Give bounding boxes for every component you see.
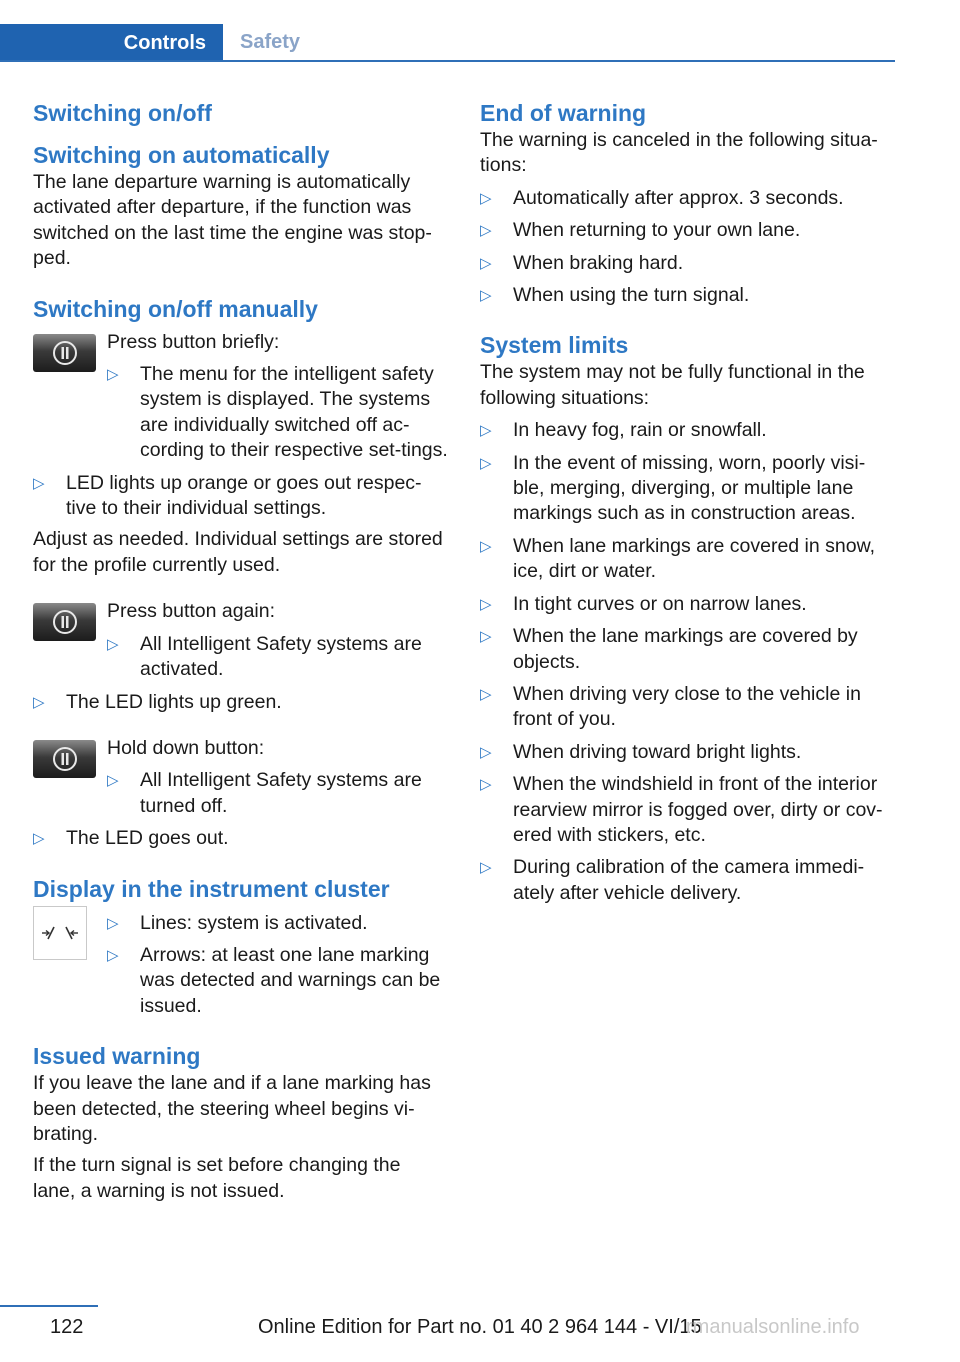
hold-down-label: Hold down button: (107, 736, 265, 759)
list-item: ▷ When returning to your own lane. (480, 219, 801, 242)
list-item: ▷ When using the turn signal. (480, 284, 750, 307)
press-briefly-label: Press button briefly: (107, 330, 280, 353)
bullet-triangle-icon: ▷ (480, 222, 492, 240)
paragraph-adjust: Adjust as needed. Individual settings are stored for the profile currently used. (33, 528, 443, 576)
bullet-triangle-icon: ▷ (33, 474, 45, 492)
bullet-triangle-icon: ▷ (107, 914, 119, 932)
list-item: ▷ When the lane markings are covered by objects. (480, 625, 858, 673)
header-rule (0, 60, 895, 62)
paragraph-issued-1: If you leave the lane and if a lane marking has been detected, the steering wheel begins vi-brating. (33, 1072, 431, 1145)
press-again-label: Press button again: (107, 600, 276, 623)
bullet-triangle-icon: ▷ (480, 595, 492, 613)
bullet-triangle-icon: ▷ (480, 189, 492, 207)
bullet-triangle-icon: ▷ (107, 366, 119, 384)
press-briefly-block (33, 330, 448, 464)
right-column (480, 98, 895, 906)
press-again-block (33, 599, 448, 682)
bullet-triangle-icon: ▷ (480, 454, 492, 472)
end-of-warning-list (480, 186, 895, 309)
bullet-triangle-icon: ▷ (480, 743, 492, 761)
left-column (33, 98, 448, 1204)
list-item: ▷ The menu for the intelligent safety system is displayed. The systems are individually switched off ac-cording to their respective set-tings. (107, 363, 448, 462)
bullet-triangle-icon: ▷ (480, 859, 492, 877)
paragraph-auto: The lane departure warning is automatically activated after departure, if the function was switched on the last time the engine was stop-ped. (33, 171, 432, 270)
hold-down-block (33, 736, 448, 819)
heading-issued-warning: Issued warning (33, 1043, 201, 1070)
heading-switching-on-off: Switching on/off (33, 100, 212, 126)
bullet-triangle-icon: ▷ (480, 628, 492, 646)
heading-end-of-warning: End of warning (480, 100, 647, 126)
list-item: ▷ LED lights up orange or goes out respec-tive to their individual settings. (33, 471, 422, 520)
tab-controls: Controls (0, 24, 223, 62)
heading-switching-on-automatically: Switching on automatically (33, 142, 330, 168)
list-item: ▷ Lines: system is activated. (107, 911, 368, 934)
page-number: 122 (50, 1316, 84, 1338)
tab-safety: Safety (240, 30, 301, 53)
list-item: ▷ When the windshield in front of the interior rearview mirror is fogged over, dirty or cov-ered with stickers, etc. (480, 773, 883, 846)
footer-rule (0, 1305, 98, 1307)
heading-switching-manually: Switching on/off manually (33, 295, 318, 322)
bullet-triangle-icon: ▷ (480, 537, 492, 555)
list-item: ▷ All Intelligent Safety systems are activated. (107, 632, 422, 681)
heading-display-instrument-cluster: Display in the instrument cluster (33, 875, 390, 902)
intelligent-safety-button-icon (33, 740, 96, 778)
list-item: ▷ During calibration of the camera immedi-ately after vehicle delivery. (480, 856, 865, 904)
list-item: ▷ When lane markings are covered in snow, ice, dirt or water. (480, 534, 876, 583)
bullet-triangle-icon: ▷ (33, 693, 45, 711)
lane-departure-display-icon (33, 906, 87, 960)
bullet-triangle-icon: ▷ (107, 635, 119, 653)
watermark: rmanualsonline.info (686, 1316, 860, 1338)
bullet-triangle-icon: ▷ (480, 776, 492, 794)
display-block (33, 904, 448, 1020)
intelligent-safety-button-icon (33, 603, 96, 641)
list-item: ▷ All Intelligent Safety systems are turned off. (107, 769, 422, 817)
bullet-triangle-icon: ▷ (480, 254, 492, 272)
paragraph-limits: The system may not be fully functional in the following situations: (480, 361, 865, 409)
list-item: ▷ The LED goes out. (33, 827, 229, 850)
list-item: ▷ In the event of missing, worn, poorly visi-ble, merging, diverging, or multiple lane markings such as in construction areas. (480, 451, 866, 525)
bullet-triangle-icon: ▷ (480, 685, 492, 703)
chapter-tabs (0, 24, 895, 62)
list-item: ▷ When driving very close to the vehicle in front of you. (480, 682, 861, 731)
list-item: ▷ The LED lights up green. (33, 690, 282, 713)
list-item: ▷ In heavy fog, rain or snowfall. (480, 419, 767, 442)
list-item: ▷ When driving toward bright lights. (480, 740, 802, 763)
heading-system-limits: System limits (480, 332, 629, 359)
intelligent-safety-button-icon (33, 334, 96, 372)
list-item: ▷ Automatically after approx. 3 seconds. (480, 186, 844, 209)
bullet-triangle-icon: ▷ (107, 772, 119, 790)
list-item: ▷ Arrows: at least one lane marking was detected and warnings can be issued. (107, 943, 441, 1017)
paragraph-issued-2: If the turn signal is set before changing the lane, a warning is not issued. (33, 1154, 401, 1202)
edition-text: Online Edition for Part no. 01 40 2 964 144 - VI/15 (258, 1316, 702, 1338)
list-item: ▷ In tight curves or on narrow lanes. (480, 592, 807, 615)
system-limits-list (480, 418, 895, 906)
paragraph-end: The warning is canceled in the following situa-tions: (480, 129, 878, 177)
list-item: ▷ When braking hard. (480, 251, 684, 274)
bullet-triangle-icon: ▷ (480, 287, 492, 305)
bullet-triangle-icon: ▷ (480, 422, 492, 440)
bullet-triangle-icon: ▷ (107, 946, 119, 964)
bullet-triangle-icon: ▷ (33, 830, 45, 848)
